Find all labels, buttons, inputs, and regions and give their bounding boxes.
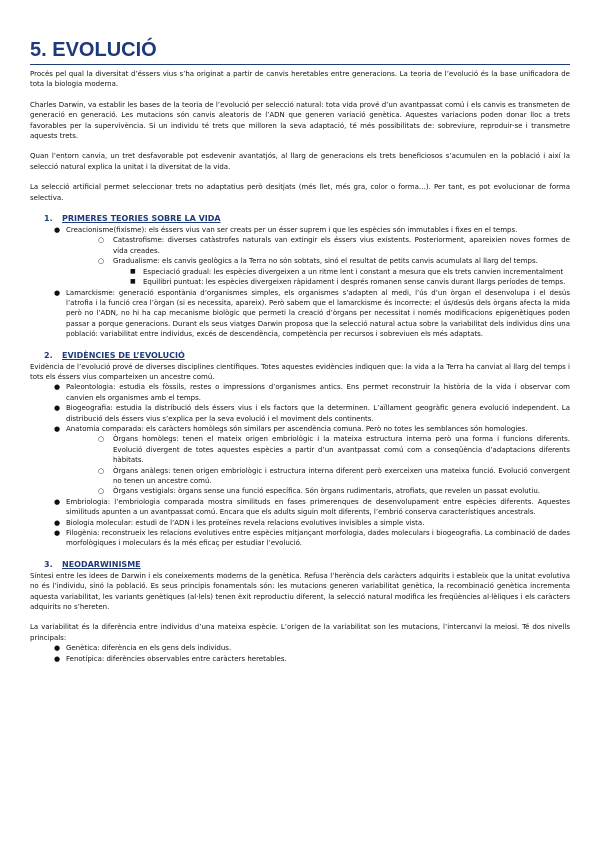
circle-bullet-icon: ○ <box>98 466 105 475</box>
list-item: ● Filogènia: reconstrueix les relacions evolutives entre espècies mitjançant morfologia, dades moleculars i biogeografia. La combinació de dades morfològiques i moleculars és la més eficaç per estudiar l’evolució. <box>54 529 570 548</box>
list-item: ● Creacionisme(fixisme): els éssers vius van ser creats per un ésser suprem i que les espècies són immutables i fixes en el temps. <box>54 226 518 235</box>
bullet-icon: ● <box>54 644 61 653</box>
list-item: ○ Gradualisme: els canvis geològics a la Terra no són sobtats, sinó el resultat de petits canvis acumulats al llarg del temps. <box>98 257 538 266</box>
section-label: NEODARWINISME <box>62 559 141 569</box>
intro-paragraph-2: Charles Darwin, va establir les bases de la teoria de l’evolució per selecció natural: tota vida prové d’un avantpassat comú i els canvis es transmeten de generació en generació. Les mutacions són canvis aleatoris de l’ADN que generen variació genètica. Aquestes variacions poden donar lloc a trets favorables per la supervivència. Si un individu té trets que milloren la seva adaptació, té més possibilitats de: sobreviure, reproduir-se i transmetre aquests trets. <box>30 100 570 141</box>
section-label: PRIMERES TEORIES SOBRE LA VIDA <box>62 214 221 224</box>
list-item: ● Biologia molecular: estudi de l’ADN i les proteïnes revela relacions evolutives invisibles a simple vista. <box>54 518 425 527</box>
list-item: ○ Òrgans anàlegs: tenen origen embriològic i estructura interna diferent però exerceixen una mateixa funció. Evolució convergent no tenen un ancestre comú. <box>98 466 570 485</box>
bullet-icon: ● <box>54 518 61 527</box>
section-number: 2. <box>44 350 53 360</box>
bullet-icon: ● <box>54 383 61 392</box>
intro-paragraph-1: Procés pel qual la diversitat d’éssers vius s’ha originat a partir de canvis heretables entre generacions. La teoria de l’evolució és la base unificadora de tota la biologia moderna. <box>30 70 570 89</box>
list-item: ● Paleontologia: estudia els fòssils, restes o impressions d’organismes antics. Ens permet reconstruir la història de la vida i observar com canvien els organismes amb el temps. <box>54 383 570 402</box>
section-number: 1. <box>44 214 53 224</box>
page-title: 5. EVOLUCIÓ <box>30 38 570 65</box>
square-bullet-icon: ■ <box>130 278 136 286</box>
section-2-intro: Evidència de l’evolució prové de diverses disciplines científiques. Totes aquestes evidències indiquen que: la vida a la Terra ha canviat al llarg del temps i tots els éssers vius comparteixen un ancestre comú. <box>30 362 570 381</box>
section-2-list <box>30 382 570 549</box>
bullet-icon: ● <box>54 404 61 413</box>
section-heading-3 <box>30 559 570 571</box>
list-item: ■ Equilibri puntuat: les espècies divergeixen ràpidament i després romanen sense canvis durant llargs períodes de temps. <box>130 278 566 287</box>
list-item: ● Genètica: diferència en els gens dels individus. <box>54 644 232 653</box>
circle-bullet-icon: ○ <box>98 487 105 496</box>
list-item: ● Biogeografia: estudia la distribució dels éssers vius i els factors que la determinen. L’aïllament geogràfic genera evolució independent. La distribució dels éssers vius s’explica per la seva evolució i el moviment dels continents. <box>54 404 570 423</box>
bullet-icon: ● <box>54 424 61 433</box>
square-bullet-icon: ■ <box>130 267 136 275</box>
section-3-variability: La variabilitat és la diferència entre individus d’una mateixa espècie. L’origen de la variabilitat son les mutacions, l’intercanvi la meiosi. Té dos nivells principals: <box>30 623 570 642</box>
bullet-icon: ● <box>54 226 61 235</box>
document-page <box>30 38 570 664</box>
intro-paragraph-3: Quan l’entorn canvia, un tret desfavorable pot esdevenir avantatjós, al llarg de generacions els trets beneficiosos s’acumulen en la població i així la selecció natural explica la unitat i la diversitat de la vida. <box>30 152 570 171</box>
list-item: ○ Òrgans vestigials: òrgans sense una funció específica. Són òrgans rudimentaris, atrofiats, que revelen un passat evolutiu. <box>98 487 541 496</box>
section-3-intro: Síntesi entre les idees de Darwin i els coneixements moderns de la genètica. Refusa l’herència dels caràcters adquirits i estableix que la unitat evolutiva no és l’individu, sinó la població. Es seus principis fonamentals són: les mutacions generen variabilitat genètica, la recombinació genètica incrementa aquesta variabilitat, les variants genètiques (al·lels) tenen èxit reproductiu diferent, la selecció natural modifica les freqüències al·lèliques i els caràcters adquirits no s’hereten. <box>30 571 570 612</box>
bullet-icon: ● <box>54 288 61 297</box>
circle-bullet-icon: ○ <box>98 257 105 266</box>
list-item: ○ Catastrofisme: diverses catàstrofes naturals van extingir els éssers vius existents. Posteriorment, apareixien noves formes de vida creades. <box>98 236 570 255</box>
section-3-list <box>30 643 570 664</box>
list-item: ○ Òrgans homòlegs: tenen el mateix origen embriològic i la mateixa estructura interna però una forma i funcions diferents. Evolució divergent de totes aquestes espècies a partir d’un avantpassat comú com a conseqüència d’adaptacions diferents hàbitats. <box>98 435 570 465</box>
circle-bullet-icon: ○ <box>98 435 105 444</box>
section-1-list <box>30 225 570 339</box>
intro-paragraph-4: La selecció artificial permet seleccionar trets no adaptatius però desitjats (més llet, més gra, color o forma…). Per tant, es pot evolucionar de forma selectiva. <box>30 183 570 202</box>
section-heading-2 <box>30 350 570 362</box>
bullet-icon: ● <box>54 529 61 538</box>
bullet-icon: ● <box>54 654 61 663</box>
circle-bullet-icon: ○ <box>98 236 105 245</box>
list-item: ● Lamarckisme: generació espontània d’organismes simples, els organismes s’adapten al medi, l’ús d’un òrgan el desenvolupa i el desús l’atrofia i la funció crea l’òrgan (si es necessita, apareix). Però sabem que el lamarckisme és incorrecte: el ús/desús dels òrgans afecta la mida però no l’ADN, no hi ha cap mecanisme biològic que permeti la creació d’òrgans per necessitat i només modificacions epigenètiques poden passar a porque generacions. Durant els seus viatges Darwin proposa que la selecció natural actua sobre la variabilitat dels individus dins una població: variabilitat entre individus, excés de descendència, competència per recursos i sobreviuen els més adaptats. <box>54 288 570 339</box>
list-item: ● Anatomia comparada: els caràcters homòlegs són similars per ascendència comuna. Però no totes les semblances són homologies. <box>54 424 528 433</box>
section-number: 3. <box>44 559 53 569</box>
list-item: ● Fenotípica: diferències observables entre caràcters heretables. <box>54 654 287 663</box>
bullet-icon: ● <box>54 497 61 506</box>
section-heading-1 <box>30 213 570 225</box>
section-label: EVIDÈNCIES DE L’EVOLUCIÓ <box>62 350 185 360</box>
list-item: ■ Especiació gradual: les espècies divergeixen a un ritme lent i constant a mesura que els trets canvien incrementalment <box>130 267 564 276</box>
list-item: ● Embriologia: l’embriologia comparada mostra similituds en fases primerenques de desenvolupament entre espècies diferents. Aquestes similituds apunten a un avantpassat comú. Encara que els adults siguin molt diferents, l’embrió conserva característiques ancestrals. <box>54 497 570 517</box>
